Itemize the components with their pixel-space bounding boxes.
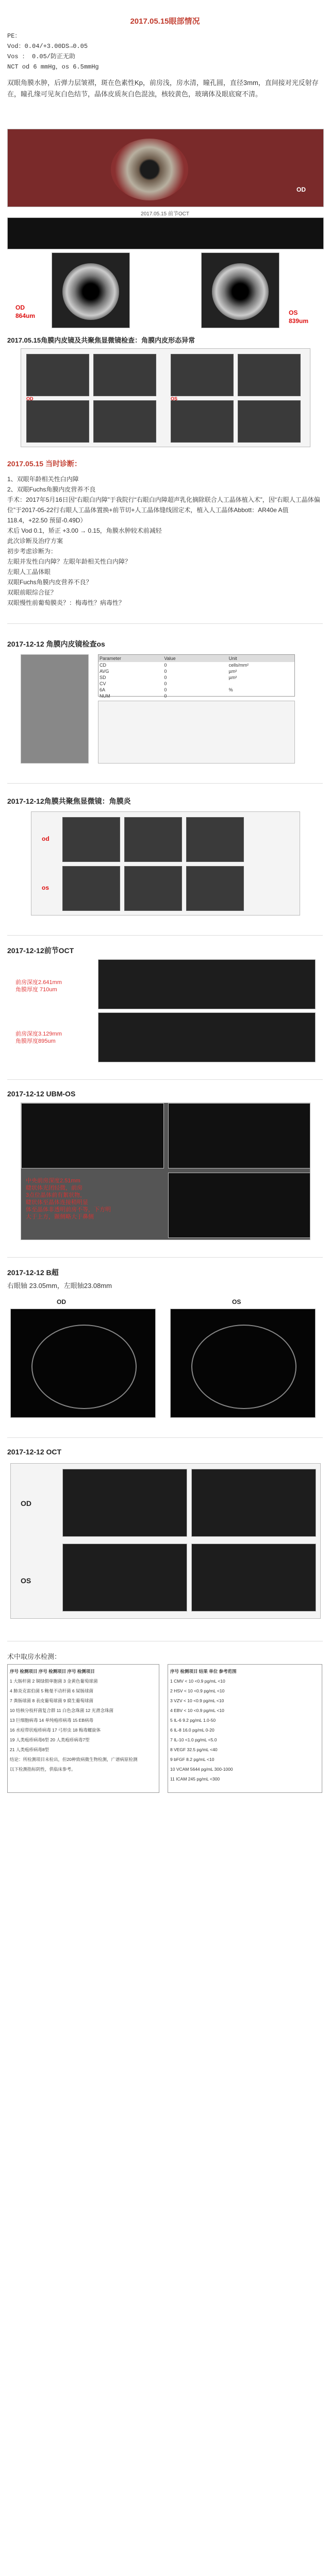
os-corneal-shape: [212, 263, 269, 320]
confocal-os-label: OS: [171, 396, 178, 401]
table-row: 6A 0 %: [100, 687, 233, 692]
diagnosis-heading-text: 2017.05.15 当时诊断：: [7, 460, 81, 468]
oct2-title: [7, 945, 323, 956]
diagnosis-line: 此次诊断及治疗方案: [7, 537, 63, 545]
vos-value: Vos ： 0.05/防正无助: [7, 53, 76, 60]
lab-line: 9 bFGF 8.2 pg/mL <10: [170, 1757, 214, 1762]
lab-line: 21 人类疱疹病毒8型: [10, 1747, 50, 1752]
specular-table-header: [98, 655, 294, 662]
oct3-os-fundus: [62, 1544, 187, 1612]
confocal-image-2: [93, 354, 156, 396]
bscan-os-label: OS: [232, 1298, 241, 1306]
ubm-image-3: [168, 1173, 310, 1238]
bscan-os-globe: [191, 1325, 296, 1409]
confocal2-image: [186, 817, 244, 862]
confocal-image-3: [171, 354, 234, 396]
oct2-od-image: [98, 959, 316, 1009]
confocal2-od-label: od: [42, 835, 50, 842]
table-row: SD 0 µm²: [100, 675, 237, 680]
lab-line: 2 HSV < 10 <0.9 pg/mL <10: [170, 1688, 225, 1693]
endothelium-od: [52, 252, 130, 328]
os-thickness-value: 839um: [289, 317, 309, 325]
lab-line: 5 IL-6 9.2 pg/mL 1.0-50: [170, 1718, 216, 1723]
col-header: Value: [164, 656, 176, 661]
lab-line: 1 大肠杆菌 2 铜绿假单胞菌 3 金黄色葡萄球菌: [10, 1679, 98, 1684]
bscan-od-label: OD: [57, 1298, 66, 1306]
diagnosis-list: [7, 474, 323, 608]
diagnosis-heading: [7, 459, 323, 469]
lab-line: 结论：所检测项目未检出，但20种致病微生物检测，广谱病原检测: [10, 1757, 138, 1762]
lab-line: 以下检测指标阴性，供临床参考。: [10, 1767, 76, 1772]
divider: [7, 1079, 323, 1080]
diagnosis-line: 初步考虑诊断为：: [7, 548, 57, 555]
specular-image: [21, 654, 89, 764]
table-row: AVG 0 µm²: [100, 669, 237, 674]
divider: [7, 783, 323, 784]
ubm-title: [7, 1090, 323, 1098]
oct3-title-text: 2017-12-12 OCT: [7, 1448, 62, 1456]
oct3-os-label: OS: [21, 1577, 31, 1585]
oct3-od-scan: [191, 1469, 316, 1537]
oct-caption: 2017.05.15 前节OCT: [141, 211, 189, 217]
col-header: Parameter: [100, 656, 122, 661]
divider: [7, 1437, 323, 1438]
diagnosis-line: 1、双眼年龄相关性白内障: [7, 476, 79, 483]
confocal2-image: [124, 866, 182, 911]
ubm-image-1: [21, 1103, 164, 1168]
lab-line: 13 巨细胞病毒 14 单纯疱疹病毒 15 EB病毒: [10, 1718, 94, 1723]
page-title: [7, 15, 323, 26]
lab-line: 序号 检测项目 结果 单位 参考范围: [170, 1669, 237, 1674]
confocal-image-1: [26, 354, 89, 396]
bscan-od-globe: [31, 1325, 137, 1409]
diagnosis-line: 左眼并发性白内障？左眼年龄相关性白内障？: [7, 558, 131, 565]
bscan-od-image: [10, 1309, 156, 1418]
oct3-od-label: OD: [21, 1499, 31, 1507]
confocal-image-5: [26, 400, 89, 443]
header-title: 2017.05.15眼部情况: [130, 17, 200, 26]
divider: [7, 935, 323, 936]
diagnosis-line: 双眼慢性前葡萄膜炎？：梅毒性？病毒性？: [7, 599, 125, 606]
table-row: CD 0 cells/mm²: [100, 663, 249, 668]
confocal2-image: [62, 866, 120, 911]
oct-scan-strip: [7, 217, 324, 249]
lab-line: 1 CMV < 10 <0.9 pg/mL <10: [170, 1679, 225, 1684]
confocal2-image: [186, 866, 244, 911]
ubm-note: 中央前房深度2.51mm 睫状体光团轻微，前房 3点位晶体前有絮状物， 睫状体至晶体连接稍明显 体至晶体非透明前房不等，下方明 大于上方，颞侧略大于鼻侧: [26, 1178, 111, 1220]
diagnosis-line: 术后 Vod 0.1，矫正 +3.00 → 0.15，角膜水肿较术前减轻: [7, 527, 162, 534]
lab-line: 19 人类疱疹病毒6型 20 人类疱疹病毒7型: [10, 1737, 90, 1742]
od-photo-label: OD: [296, 186, 306, 193]
endothelium-os: [201, 252, 279, 328]
confocal2-image: [62, 817, 120, 862]
od-thickness-value: 864um: [15, 312, 36, 319]
diagnosis-line: 左眼人工晶体眼: [7, 568, 51, 575]
bscan-desc: 右眼轴 23.05mm，左眼轴23.08mm: [7, 1282, 112, 1290]
lab-line: 7 IL-10 <1.0 pg/mL <5.0: [170, 1737, 217, 1742]
confocal2-image: [124, 817, 182, 862]
lab-line: 4 EBV < 10 <0.9 pg/mL <10: [170, 1708, 224, 1713]
confocal-image-4: [238, 354, 301, 396]
oct3-od-fundus: [62, 1469, 187, 1537]
oct3-os-scan: [191, 1544, 316, 1612]
oct3-title: [7, 1448, 323, 1456]
ubm-image-2: [168, 1103, 310, 1168]
spec-title: [7, 639, 323, 649]
lab-line: 4 肺炎克雷伯菌 5 鲍曼不动杆菌 6 屎肠球菌: [10, 1688, 93, 1693]
os-thickness-label: OS: [289, 309, 298, 316]
confocal2-title-text: 2017-12-12角膜共聚焦显微镜：角膜炎: [7, 797, 131, 805]
confocal-grid: [21, 348, 310, 447]
diagnosis-line: 双眼Fuchs角膜内皮营养不良？: [7, 579, 92, 586]
exam-description: 双眼角膜水肿，后弹力层皱褶，斑在色素性Kp，前房浅，房水清，瞳孔圆，直径3mm，直间接对光反射存在，瞳孔缘可见灰白色结节，晶体皮质灰白色混浊，核较黄色，玻璃体及眼底窥不清。: [7, 79, 319, 98]
diagnosis-line: 手术：2017年5月16日因“右眼白内障”于我院行“右眼白内障超声乳化摘除联合人工晶体植入术”，因“右眼人工晶体偏位”于2017-05-22行右眼人工晶体置换+前节切+人工晶体缝线固定术，植入人工晶体Abbott：AR40e A值118.4，+22.50 预留-0.49D）: [7, 496, 320, 524]
lab-line: 10 VCAM 5644 pg/mL 300-1000: [170, 1767, 233, 1772]
oct2-od-text: 前房深度2.641mm 角膜厚度 710um: [15, 979, 62, 993]
oct3-images: [10, 1463, 321, 1619]
pe-label: PE：: [7, 32, 21, 40]
od-thickness-label: OD: [15, 304, 25, 311]
diagnosis-line: 2、双眼Fuchs角膜内皮营养不良: [7, 486, 96, 493]
vod-value: Vod：0.04/+3.00DS→0.05: [7, 43, 88, 50]
lab-line: 8 VEGF 32.5 pg/mL <40: [170, 1747, 218, 1752]
oct2-title-text: 2017-12-12前节OCT: [7, 946, 74, 955]
oct2-os-text: 前房深度3.129mm 角膜厚度895um: [15, 1031, 62, 1044]
oct2-os-image: [98, 1012, 316, 1062]
eye-photo-od: [7, 129, 324, 207]
lab-line: 3 VZV < 10 <0.9 pg/mL <10: [170, 1698, 224, 1703]
iris-shape: [111, 139, 188, 200]
confocal-image-6: [93, 400, 156, 443]
col-header: Unit: [228, 656, 237, 661]
table-row: CV 0: [100, 681, 167, 686]
ubm-title-text: 2017-12-12 UBM-OS: [7, 1090, 76, 1098]
nct-value: NCT od 6 mmHg，os 6.5mmHg: [7, 63, 99, 71]
lab-line: 7 粪肠球菌 8 表皮葡萄球菌 9 腐生葡萄球菌: [10, 1698, 93, 1703]
lab-line: 10 结核分枝杆菌复合群 11 白色念珠菌 12 光滑念珠菌: [10, 1708, 114, 1713]
confocal-image-8: [238, 400, 301, 443]
lab-title: 术中取房水检测：: [7, 1653, 61, 1660]
confocal2-title: [7, 796, 323, 806]
confocal2-os-label: os: [42, 884, 50, 891]
lab-table-1: [7, 1664, 159, 1793]
bscan-title-text: 2017-12-12 B超: [7, 1268, 59, 1277]
confocal2-grid: [31, 811, 300, 916]
bscan-title: [7, 1267, 323, 1278]
exam-block: [7, 31, 323, 72]
od-corneal-shape: [62, 263, 119, 320]
specular-graphs: [98, 701, 295, 764]
confocal-od-label: OD: [26, 396, 34, 401]
lab-line: 6 IL-8 16.0 pg/mL 0-20: [170, 1727, 214, 1733]
diagnosis-line: 双眼前眼综合征？: [7, 589, 57, 596]
table-row: NUM 0: [100, 693, 167, 699]
lab-table-2: [168, 1664, 322, 1793]
lab-line: 11 ICAM 245 pg/mL <300: [170, 1776, 220, 1782]
bscan-os-image: [170, 1309, 316, 1418]
lab-line: 序号 检测项目 序号 检测项目 序号 检测项目: [10, 1669, 95, 1674]
divider: [7, 1257, 323, 1258]
confocal-image-7: [171, 400, 234, 443]
divider: [7, 623, 323, 624]
confocal-title: 2017.05.15角膜内皮镜及共聚焦显微镜检查：角膜内皮形态异常: [7, 336, 195, 344]
lab-line: 16 水痘带状疱疹病毒 17 弓形虫 18 梅毒螺旋体: [10, 1727, 101, 1733]
specular-table: [98, 654, 295, 697]
spec-title-text: 2017-12-12 角膜内皮镜检查os: [7, 640, 105, 648]
